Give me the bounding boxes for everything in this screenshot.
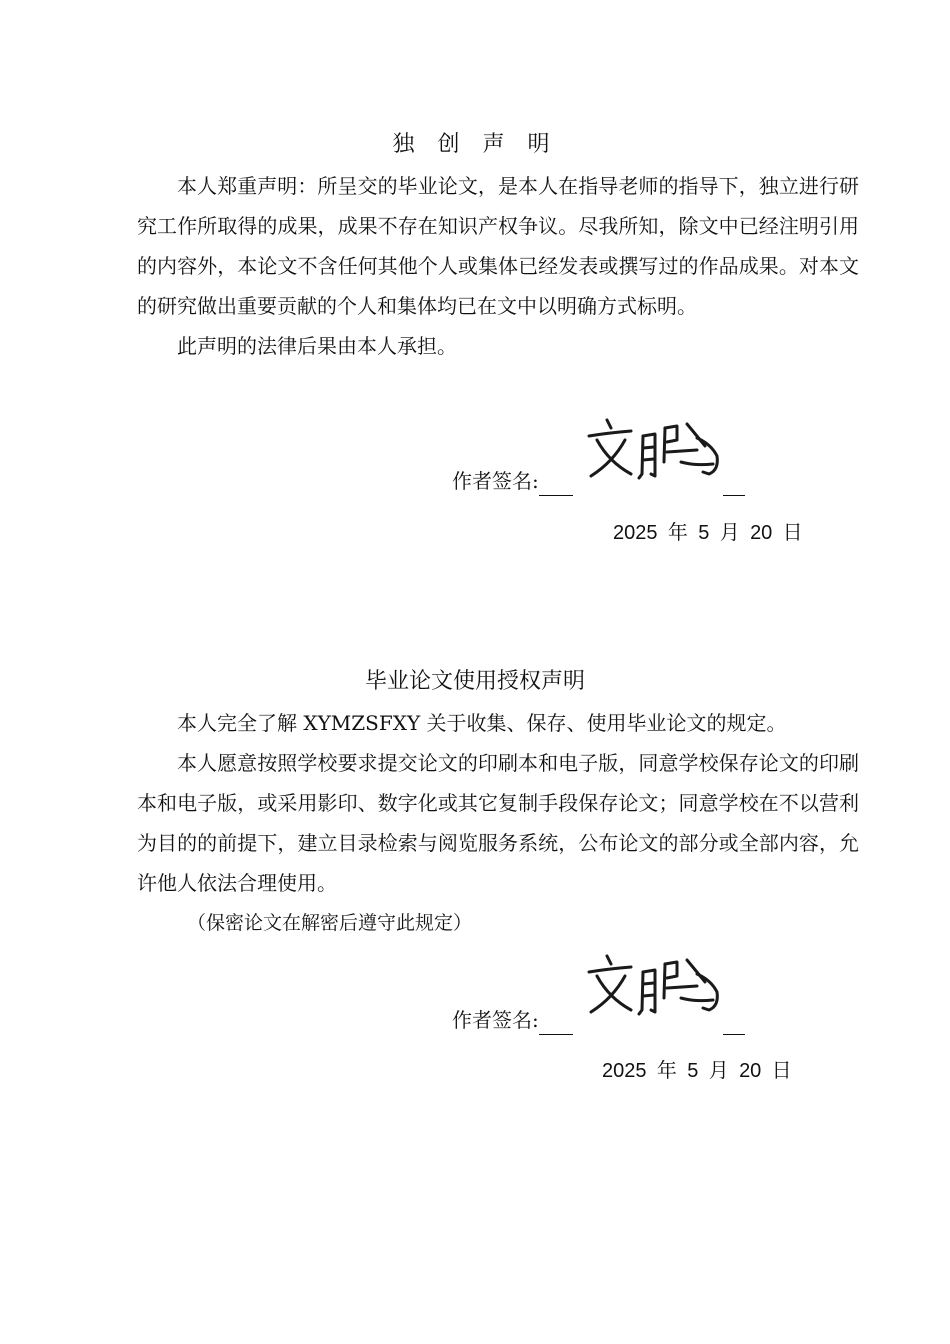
authorization-note: （保密论文在解密后遵守此规定） — [187, 912, 473, 934]
date-month-unit: 月 — [708, 1058, 729, 1082]
date-year-unit: 年 — [667, 520, 688, 544]
declaration-signature-line — [452, 466, 745, 496]
signature-blank-right — [723, 471, 745, 496]
date-year-unit: 年 — [656, 1058, 677, 1082]
signature-blank-left — [539, 471, 573, 496]
date-day: 20 — [739, 1060, 762, 1082]
authorization-paragraph-1: 本人完全了解 XYMZSFXY 关于收集、保存、使用毕业论文的规定。 — [177, 711, 787, 735]
authorization-date — [602, 1054, 792, 1083]
authorization-body — [137, 703, 859, 943]
authorization-title: 毕业论文使用授权声明 — [364, 669, 585, 694]
date-day-unit: 日 — [782, 520, 803, 544]
signature-label: 作者签名: — [452, 469, 539, 493]
authorization-paragraph-2: 本人愿意按照学校要求提交论文的印刷本和电子版，同意学校保存论文的印刷本和电子版，或采用影印、数字化或其它复制手段保存论文；同意学校在不以营利为目的的前提下，建立目录检索与阅览服务系统，公布论文的部分或全部内容，允许他人依法合理使用。 — [137, 751, 859, 895]
declaration-paragraph-2: 此声明的法律后果由本人承担。 — [177, 334, 457, 358]
date-day: 20 — [750, 522, 773, 544]
signature-blank-right — [723, 1010, 745, 1035]
date-day-unit: 日 — [771, 1058, 792, 1082]
authorization-signature-line — [452, 1005, 745, 1035]
signature-blank-left — [539, 1010, 573, 1035]
date-month-unit: 月 — [719, 520, 740, 544]
date-month: 5 — [698, 522, 710, 544]
signature-label: 作者签名: — [452, 1008, 539, 1032]
declaration-paragraph-1: 本人郑重声明：所呈交的毕业论文，是本人在指导老师的指导下，独立进行研究工作所取得的成果，成果不存在知识产权争议。尽我所知，除文中已经注明引用的内容外，本论文不含任何其他个人或集体已经发表或撰写过的作品成果。对本文的研究做出重要贡献的个人和集体均已在文中以明确方式标明。 — [137, 174, 859, 318]
date-month: 5 — [687, 1060, 699, 1082]
date-year: 2025 — [602, 1060, 647, 1082]
declaration-body — [137, 166, 859, 366]
declaration-date — [613, 516, 803, 545]
declaration-title: 独 创 声 明 — [392, 132, 558, 157]
date-year: 2025 — [613, 522, 658, 544]
